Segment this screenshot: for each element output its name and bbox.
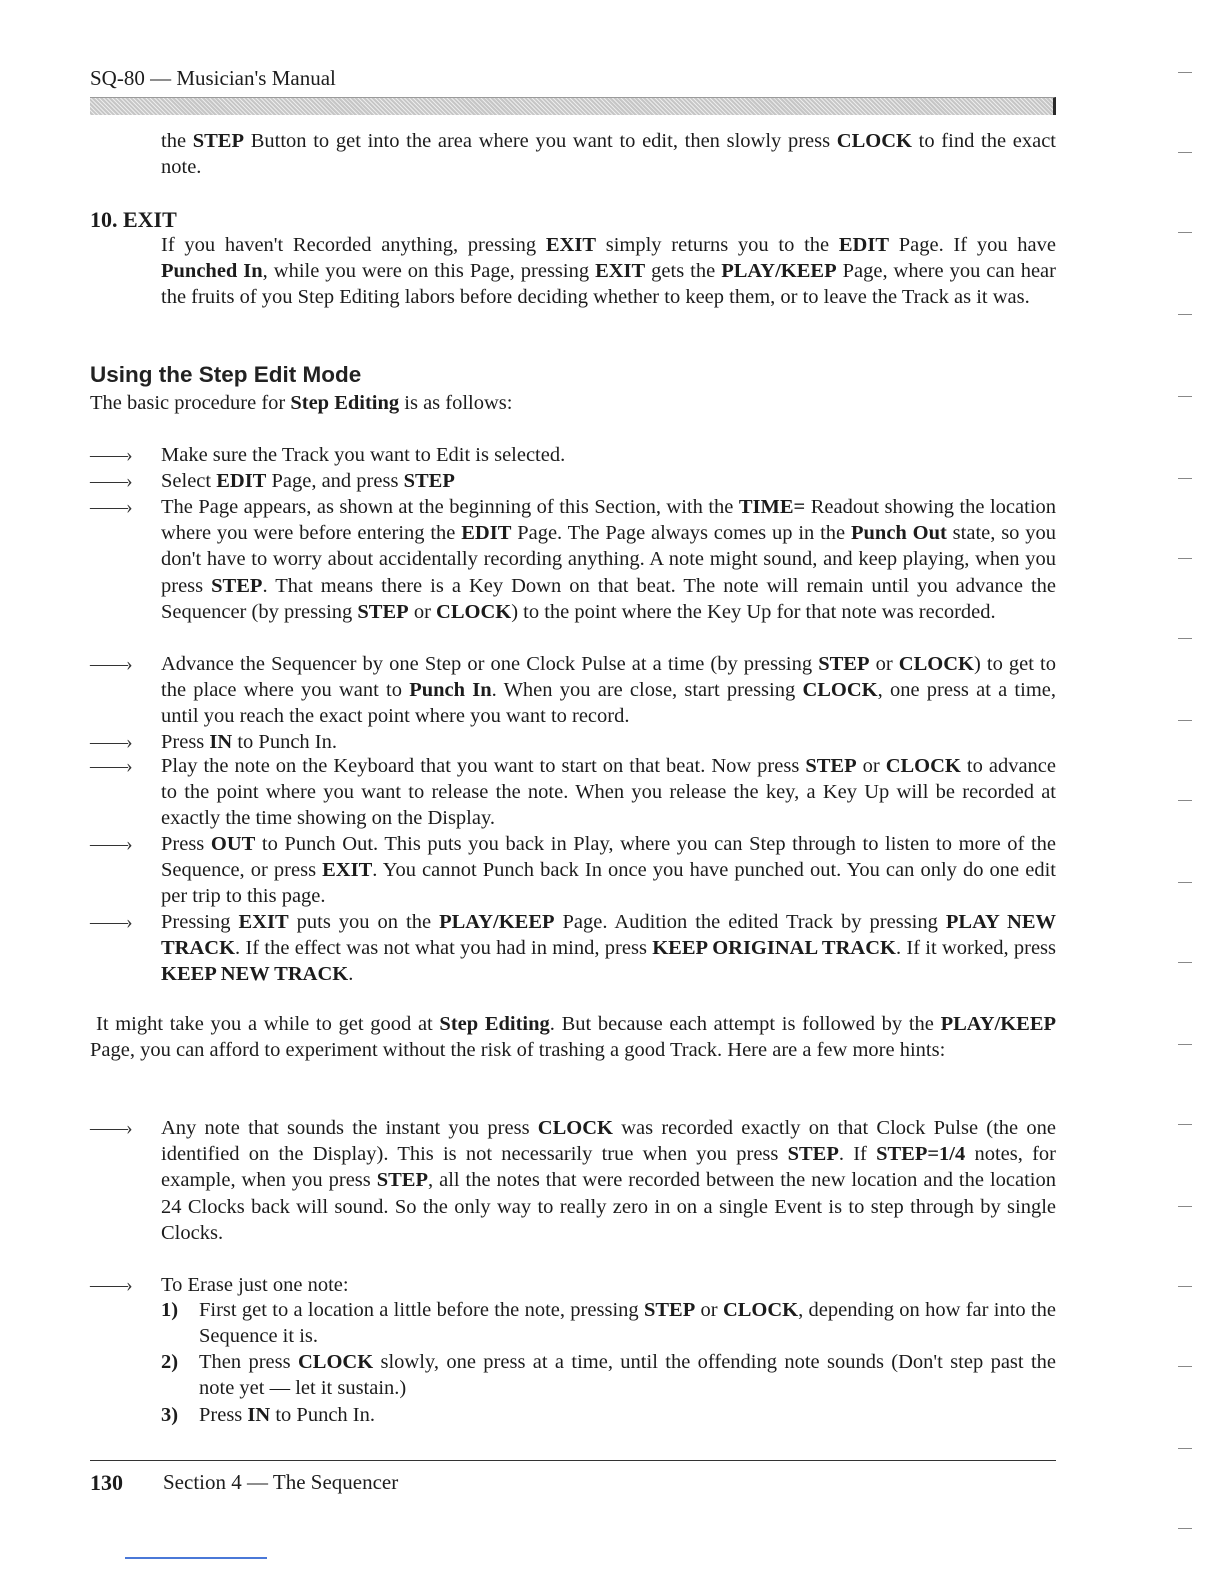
list-item: ——› Advance the Sequencer by one Step or one Clock Pulse at a time (by pressing STEP or CLOCK) to get to the place where you want to Punch In. When you are close, start pressing CLOCK, one press at a time, until you reach the exact point where you want to record. (90, 653, 1057, 728)
margin-tick (1178, 882, 1192, 883)
margin-tick (1178, 1124, 1192, 1125)
margin-tick (1178, 1286, 1192, 1287)
margin-tick (1178, 800, 1192, 801)
list-item: ——› To Erase just one note: (90, 1272, 1056, 1298)
header-bar (90, 97, 1056, 115)
margin-tick (1178, 72, 1192, 73)
intro-paragraph: the STEP Button to get into the area where you want to edit, then slowly press CLOCK to find the exact note. (161, 130, 1056, 179)
arrow-icon: ——› (90, 653, 131, 675)
list-item: ——› Press OUT to Punch Out. This puts you back in Play, where you can Step through to listen to more of the Sequence, or press EXIT. You cannot Punch back In once you have punched out. You can only do one edit per trip to this page. (90, 833, 1056, 908)
arrow-icon: ——› (90, 470, 131, 492)
arrow-icon: ——› (90, 833, 131, 855)
numbered-item: 1) First get to a location a little before the note, pressing STEP or CLOCK, depending on how far into the Sequence it is. (161, 1299, 1056, 1348)
list-item: ——› The Page appears, as shown at the beginning of this Section, with the TIME= Readout showing the location where you were before entering the EDIT Page. The Page always comes up in the Punch Out state, so you don't have to worry about accidentally recording anything. A note might sound, and keep playing, when you press STEP. That means there is a Key Down on that beat. The note will remain until you advance the Sequencer (by pressing STEP or CLOCK) to the point where the Key Up for that note was recorded. (90, 496, 1057, 623)
arrow-icon: ——› (90, 496, 131, 518)
numbered-item: 3) Press IN to Punch In. (161, 1404, 375, 1426)
margin-tick (1178, 962, 1192, 963)
list-item: ——› Any note that sounds the instant you press CLOCK was recorded exactly on that Clock Pulse (the one identified on the Display). This is not necessarily true when you press STEP. If STEP=1/4 notes, for example, when you press STEP, all the notes that were recorded between the new location and the location 24 Clocks back will sound. So the only way to really zero in on a single Event is to step through by single Clocks. (90, 1117, 1056, 1244)
margin-tick (1178, 1528, 1192, 1529)
exit-heading: 10. EXIT (90, 207, 177, 232)
page-header: SQ-80 — Musician's Manual (90, 66, 336, 90)
margin-tick (1178, 396, 1192, 397)
margin-tick (1178, 638, 1192, 639)
margin-tick (1178, 478, 1192, 479)
list-item: ——› Pressing EXIT puts you on the PLAY/KEEP Page. Audition the edited Track by pressing PLAY NEW TRACK. If the effect was not what you had in mind, press KEEP ORIGINAL TRACK. If it worked, press KEEP NEW TRACK. (90, 911, 1057, 986)
list-item: ——› Press IN to Punch In. (90, 729, 1056, 755)
arrow-icon: ——› (90, 1117, 131, 1139)
margin-tick (1178, 1366, 1192, 1367)
list-item: ——› Make sure the Track you want to Edit is selected. (90, 442, 1056, 468)
margin-tick (1178, 720, 1192, 721)
footer-rule (90, 1460, 1056, 1461)
page-number: 130 (90, 1470, 123, 1495)
list-item: ——› Play the note on the Keyboard that you want to start on that beat. Now press STEP or CLOCK to advance to the point where you want to release the note. When you release the key, a Key Up will be recorded at exactly the time showing on the Display. (90, 755, 1056, 830)
footer-section-title: Section 4 — The Sequencer (163, 1470, 399, 1494)
margin-tick (1178, 1448, 1192, 1449)
margin-tick (1178, 152, 1192, 153)
arrow-icon: ——› (90, 911, 131, 933)
section-intro: The basic procedure for Step Editing is as follows: (90, 392, 513, 414)
margin-tick (1178, 1044, 1192, 1045)
arrow-icon: ——› (90, 444, 131, 466)
arrow-icon: ——› (90, 755, 131, 777)
arrow-icon: ——› (90, 1274, 131, 1296)
list-item: ——› Select EDIT Page, and press STEP (90, 468, 1056, 494)
hints-intro-paragraph: It might take you a while to get good at Step Editing. But because each attempt is followed by the PLAY/KEEP Page, you can afford to experiment without the risk of trashing a good Track. Here are a few more hints: (90, 1013, 1057, 1062)
section-heading: Using the Step Edit Mode (90, 362, 362, 387)
exit-paragraph: If you haven't Recorded anything, pressing EXIT simply returns you to the EDIT Page. If you have Punched In, while you were on this Page, pressing EXIT gets the PLAY/KEEP Page, where you can hear the fruits of you Step Editing labors before deciding whether to keep them, or to leave the Track as it was. (161, 234, 1056, 309)
arrow-icon: ——› (90, 731, 131, 753)
margin-tick (1178, 232, 1192, 233)
margin-tick (1178, 558, 1192, 559)
margin-tick (1178, 1206, 1192, 1207)
scan-edge-line (125, 1557, 267, 1559)
numbered-item: 2) Then press CLOCK slowly, one press at a time, until the offending note sounds (Don't step past the note yet — let it sustain.) (161, 1351, 1056, 1400)
margin-tick (1178, 314, 1192, 315)
